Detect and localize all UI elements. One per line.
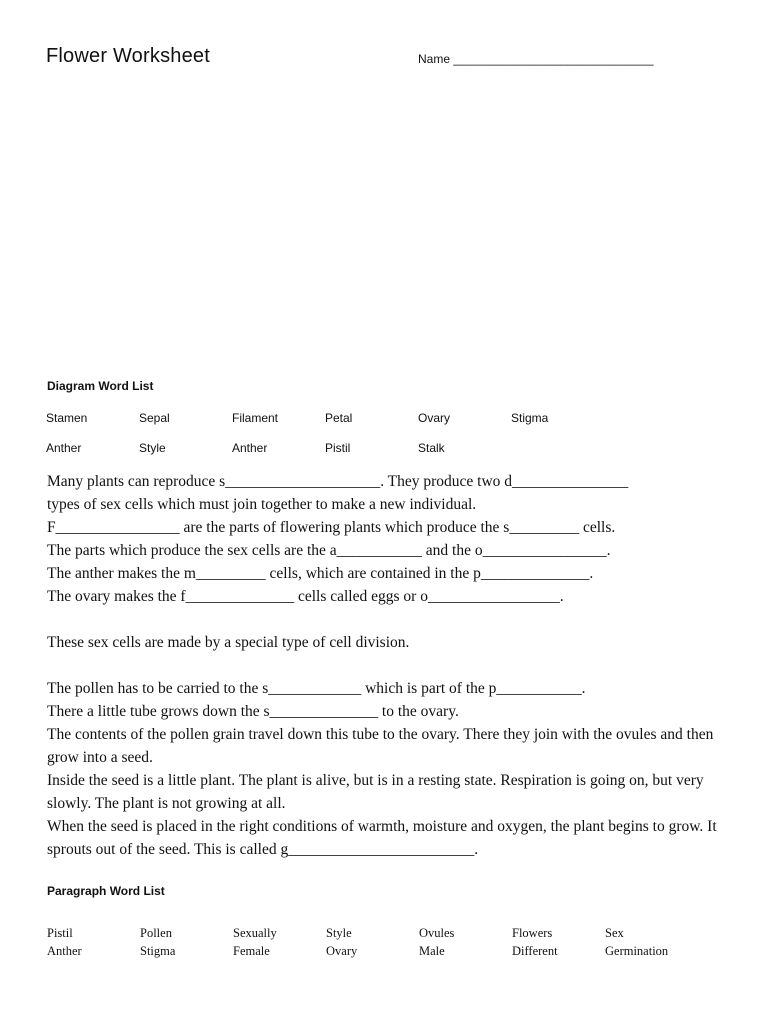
- text-line: The parts which produce the sex cells are the a___________ and the o________________.: [47, 542, 611, 559]
- word-item: Ovary: [326, 943, 358, 958]
- text-line: Inside the seed is a little plant. The plant is alive, but is in a resting state. Respiration is going on, but very slowly. The plant is not growing at all.: [47, 772, 704, 812]
- word-item: Sex: [605, 925, 624, 940]
- worksheet-body: [47, 470, 727, 861]
- word-item: Ovules: [419, 925, 455, 940]
- text-line: Many plants can reproduce s____________________. They produce two d_______________: [47, 473, 629, 490]
- word-item: Pistil: [47, 925, 73, 940]
- word-item: Sexually: [233, 925, 277, 940]
- diagram-word-row: [46, 403, 604, 433]
- word-item: Stamen: [46, 411, 88, 425]
- word-item: Petal: [325, 411, 353, 425]
- page-title: Flower Worksheet: [46, 45, 210, 67]
- text-line: types of sex cells which must join together to make a new individual.: [47, 496, 477, 513]
- text-line: When the seed is placed in the right conditions of warmth, moisture and oxygen, the plant begins to grow. It sprouts out of the seed. This is called g________________________.: [47, 818, 717, 858]
- word-item: Style: [326, 925, 352, 940]
- diagram-word-list-heading: Diagram Word List: [47, 379, 154, 393]
- text-line: The anther makes the m_________ cells, which are contained in the p______________.: [47, 565, 594, 582]
- word-item: Different: [512, 943, 558, 958]
- word-item: Anther: [47, 943, 82, 958]
- word-item: Stalk: [418, 441, 445, 455]
- text-line: The contents of the pollen grain travel down this tube to the ovary. There they join with the ovules and then grow into a seed.: [47, 726, 714, 766]
- word-item: Filament: [232, 411, 279, 425]
- paragraph-word-row: [47, 924, 698, 942]
- word-item: Germination: [605, 943, 669, 958]
- text-line: There a little tube grows down the s______________ to the ovary.: [47, 703, 459, 720]
- diagram-word-list: [46, 403, 604, 463]
- word-item: Pollen: [140, 925, 172, 940]
- paragraph-word-row: [47, 942, 698, 960]
- paragraph-word-list: [47, 924, 698, 960]
- text-line: The ovary makes the f______________ cells called eggs or o_________________.: [47, 588, 564, 605]
- word-item: Ovary: [418, 411, 451, 425]
- word-item: Anther: [232, 441, 268, 455]
- text-line: F________________ are the parts of flowering plants which produce the s_________ cells.: [47, 519, 616, 536]
- diagram-word-row: [46, 433, 604, 463]
- word-item: Stigma: [140, 943, 176, 958]
- word-item: Female: [233, 943, 270, 958]
- name-field-label: Name ______________________________: [418, 52, 654, 66]
- word-item: Style: [139, 441, 166, 455]
- word-item: Male: [419, 943, 445, 958]
- text-line: The pollen has to be carried to the s____________ which is part of the p___________.: [47, 680, 586, 697]
- word-item: Stigma: [511, 411, 549, 425]
- paragraph-word-list-heading: Paragraph Word List: [47, 884, 165, 898]
- word-item: Pistil: [325, 441, 351, 455]
- word-item: Sepal: [139, 411, 170, 425]
- word-item: Anther: [46, 441, 82, 455]
- word-item: Flowers: [512, 925, 553, 940]
- text-line: These sex cells are made by a special type of cell division.: [47, 634, 410, 651]
